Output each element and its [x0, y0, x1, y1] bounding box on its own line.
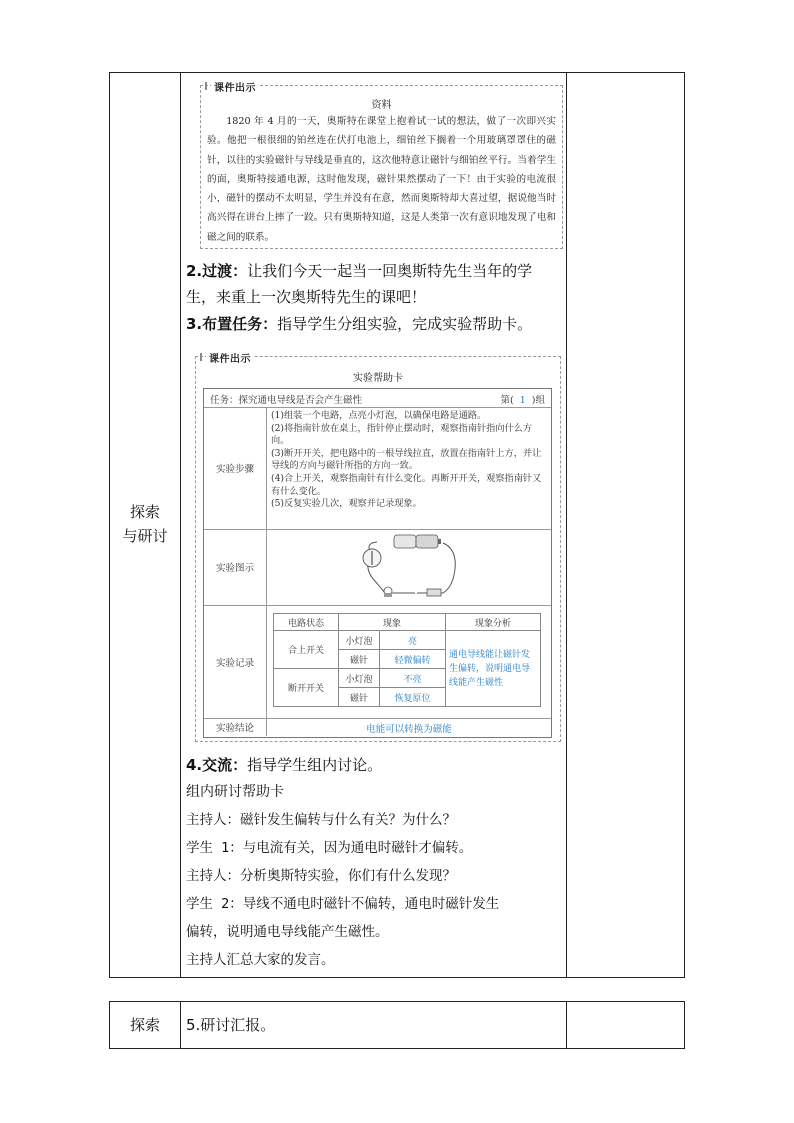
- card-record-row: [204, 605, 551, 719]
- record-closed-needle: 轻微偏转: [380, 650, 446, 669]
- table2-divider-1: [180, 1001, 181, 1049]
- table2-divider-2: [566, 1001, 567, 1049]
- step2-text: [186, 258, 558, 310]
- record-opened-needle: 恢复原位: [380, 688, 446, 707]
- discussion-line: 主持人：分析奥斯特实验，你们有什么发现？: [186, 868, 456, 884]
- table2-border-top: [109, 1001, 685, 1002]
- card-task: 任务：探究通电导线是否会产生磁性: [210, 395, 363, 406]
- resource-text: 1820 年 4 月的一天，奥斯特在课堂上抱着试一试的想法，做了一次即兴实验。他把一根很细的铂丝连在伏打电池上，细铂丝下搁着一个用玻璃罩罩住的磁针，以往的实验磁针与导线是垂直的，这次他特意让磁针与细铂丝平行。当着学生的面，奥斯特接通电源，这时他发现，磁针果然摆动了一下！由于实验的电流很小，磁针的摆动不太明显，学生并没有在意，然而奥斯特却大喜过望，据说他当时高兴得在讲台上摔了一跤。只有奥斯特知道，这是人类第一次有意识地发现了电和磁之间的联系。: [207, 116, 556, 243]
- record-analysis: 通电导线能让磁针发生偏转，说明通电导线能产生磁性: [446, 631, 541, 707]
- table2-border-bottom: [109, 1048, 685, 1049]
- record-bulb-2: 小灯泡: [339, 669, 380, 688]
- card-group: 第( 1 )组: [500, 395, 545, 406]
- courseware-tag-2: 课件出示: [206, 350, 254, 365]
- step4-text: [186, 754, 562, 776]
- section-label-explore-2: 探索: [129, 1016, 160, 1034]
- record-header-phenomenon: 现象: [339, 614, 446, 631]
- discussion-line: 学生 2：导线不通电时磁针不偏转，通电时磁针发生: [186, 896, 500, 912]
- table-border-top: [109, 72, 685, 73]
- step5-text: 5.研讨汇报。: [186, 1016, 276, 1034]
- record-closed: 合上开关: [274, 631, 339, 669]
- discussion-line: 主持人汇总大家的发言。: [186, 952, 335, 968]
- step2-body: 让我们今天一起当一回奥斯特先生当年的学生，来重上一次奥斯特先生的课吧！: [186, 262, 533, 306]
- record-label: 实验记录: [204, 605, 267, 718]
- step3-body: 指导学生分组实验，完成实验帮助卡。: [277, 315, 533, 333]
- card-steps-row: [204, 407, 551, 530]
- conclusion-label: 实验结论: [204, 718, 267, 736]
- record-opened: 断开开关: [274, 669, 339, 707]
- circuit-diagram: [267, 529, 547, 605]
- table-divider-2: [566, 72, 567, 978]
- discussion-line: 偏转，说明通电导线能产生磁性。: [186, 924, 389, 940]
- card-task-row: [204, 389, 551, 408]
- table-border-right: [684, 72, 685, 978]
- steps-label: 实验步骤: [204, 407, 267, 529]
- step-item: (3)断开开关，把电路中的一根导线拉直，放置在指南针上方，并让导线的方向与磁针所指的方向一致。: [271, 447, 542, 472]
- step-item: (1)组装一个电路，点亮小灯泡，以确保电路是通路。: [271, 410, 487, 421]
- discussion-line: 主持人：磁针发生偏转与什么有关？为什么？: [186, 812, 456, 828]
- card-diagram-row: [204, 529, 551, 606]
- record-closed-bulb: 亮: [380, 631, 446, 650]
- record-header-analysis: 现象分析: [446, 614, 541, 631]
- discussion-line: 学生 1：与电流有关，因为通电时磁针才偏转。: [186, 840, 473, 856]
- table2-border-right: [684, 1001, 685, 1049]
- courseware-tag: 课件出示: [211, 79, 259, 94]
- discussion-title: 组内研讨帮助卡: [186, 784, 284, 800]
- resource-box: [200, 85, 563, 249]
- diagram-label: 实验图示: [204, 529, 267, 605]
- card-title: 实验帮助卡: [353, 373, 403, 384]
- conclusion-text: 电能可以转换为磁能: [366, 724, 452, 735]
- record-needle: 磁针: [339, 650, 380, 669]
- step-item: (5)反复实验几次，观察并记录现象。: [271, 498, 422, 510]
- step-item: (4)合上开关，观察指南针有什么变化。再断开开关，观察指南针又有什么变化。: [271, 472, 542, 497]
- step3-number: 3.布置任务：: [186, 315, 278, 333]
- record-opened-bulb: 不亮: [380, 669, 446, 688]
- record-needle-2: 磁针: [339, 688, 380, 707]
- section-label-explore: 探索 与研讨: [122, 503, 168, 545]
- steps-list: [271, 410, 547, 511]
- record-header-state: 电路状态: [274, 614, 339, 631]
- card-conclusion-row: [204, 718, 551, 736]
- discussion-list: [186, 806, 564, 974]
- helper-card: [203, 388, 552, 738]
- resource-title: 资料: [371, 100, 392, 111]
- table-border-bottom: [109, 977, 685, 978]
- step3-text: [186, 313, 562, 335]
- record-table: [273, 613, 541, 707]
- step2-number: 2.过渡：: [186, 262, 248, 280]
- table-divider-1: [180, 72, 181, 978]
- step4-number: 4.交流：: [186, 756, 248, 774]
- step4-body: 指导学生组内讨论。: [247, 756, 383, 774]
- step-item: (2)将指南针放在桌上，指针停止摆动时，观察指南针指向什么方向。: [271, 422, 533, 447]
- record-bulb: 小灯泡: [339, 631, 380, 650]
